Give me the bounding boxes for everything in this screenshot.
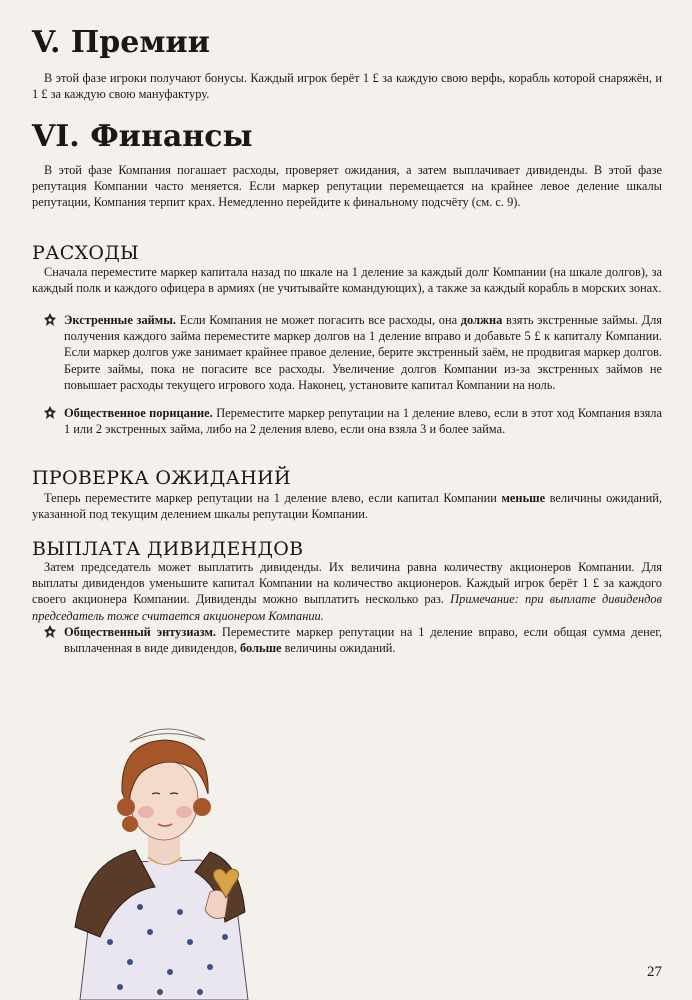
- bullet-emergency-loans: [64, 312, 662, 393]
- bullet-text: величины ожиданий.: [281, 641, 396, 656]
- finance-paragraph: В этой фазе Компания погашает расходы, проверяет ожидания, а затем выплачивает дивиденды. В этой фазе репутация Компании часто меняется. Если маркер репутации перемещается на крайнее левое деление шкалы репутации, Компания терпит крах. Немедленно перейдите к финальному подсчёту (см. с. 9).: [32, 163, 662, 210]
- bullet-text: Переместите маркер репутации на 1 деление влево, если в этот ход Компания взяла 1 или 2 экстренных займа, либо на 2 деления влево, если она взяла 3 и более займа.: [64, 406, 662, 437]
- paragraph-text: величины ожиданий, указанной под текущим делением шкалы репутации Компании.: [32, 491, 662, 522]
- bullet-emphasis: больше: [240, 641, 282, 656]
- dividends-paragraph: [32, 559, 662, 624]
- paragraph-text: Затем председатель может выплатить дивиденды. Их величина равна количеству акционеров Компании. Для выплаты дивидендов уменьшите капитал Компании на количество акционеров. Каждый игрок берёт 1 £ за каждого своего акционера Компании. Дивиденды можно выплатить несколько раз.: [32, 560, 662, 607]
- bullet-text: взять экстренные займы. Для получения каждого займа переместите маркер долгов на 1 деление вправо и добавьте 5 £ к капиталу Компании. Если маркер долгов уже занимает крайнее правое деление, берите экстренный заём, не продвигая маркер долгов. Берите займы, пока не погасите все расходы. Увеличение долгов Компании из-за экстренных займов не повышает расходы текущего игрового хода. Наконец, установите капитал Компании на ноль.: [64, 313, 663, 392]
- bullet-title: Общественное порицание.: [64, 406, 213, 420]
- heading-expenses: РАСХОДЫ: [32, 242, 140, 264]
- bullet-public-enthusiasm: [64, 624, 662, 656]
- ornament-bullet-icon: [42, 405, 58, 421]
- section-title-finance: VI. Финансы: [32, 119, 253, 154]
- bullet-emphasis: должна: [460, 313, 503, 327]
- bonuses-paragraph: В этой фазе игроки получают бонусы. Каждый игрок берёт 1 £ за каждую свою верфь, корабль которой снаряжён, и 1 £ за каждую свою мануфактуру.: [32, 71, 662, 102]
- heading-dividends: ВЫПЛАТА ДИВИДЕНДОВ: [32, 538, 304, 560]
- bullet-text: Переместите маркер репутации на 1 деление вправо, если общая сумма денег, выплаченная в виде дивидендов,: [64, 625, 662, 656]
- expenses-paragraph: Сначала переместите маркер капитала назад по шкале на 1 деление за каждый долг Компании (на шкале долгов), за каждый полк и каждого офицера в армиях (не учитывайте командующих), а также за каждый корабль в морских зонах.: [32, 265, 662, 296]
- expectations-paragraph: [32, 490, 662, 522]
- bullet-title: Экстренные займы.: [64, 313, 177, 327]
- note-text: Примечание: при выплате дивидендов председатель тоже считается акционером Компании.: [32, 592, 662, 623]
- heading-expectations: ПРОВЕРКА ОЖИДАНИЙ: [32, 467, 291, 489]
- page-number: 27: [647, 964, 662, 980]
- paragraph-text: Теперь переместите маркер репутации на 1 деление влево, если капитал Компании: [44, 491, 502, 505]
- bullet-text: Если Компания не может погасить все расходы, она: [176, 313, 461, 327]
- bullet-public-censure: [64, 405, 662, 437]
- ornament-bullet-icon: [42, 312, 58, 328]
- bullet-title: Общественный энтузиазм.: [64, 625, 216, 639]
- paragraph-emphasis: меньше: [501, 491, 546, 505]
- portrait-illustration: [60, 712, 260, 1000]
- ornament-bullet-icon: [42, 624, 58, 640]
- section-title-bonuses: V. Премии: [32, 25, 210, 60]
